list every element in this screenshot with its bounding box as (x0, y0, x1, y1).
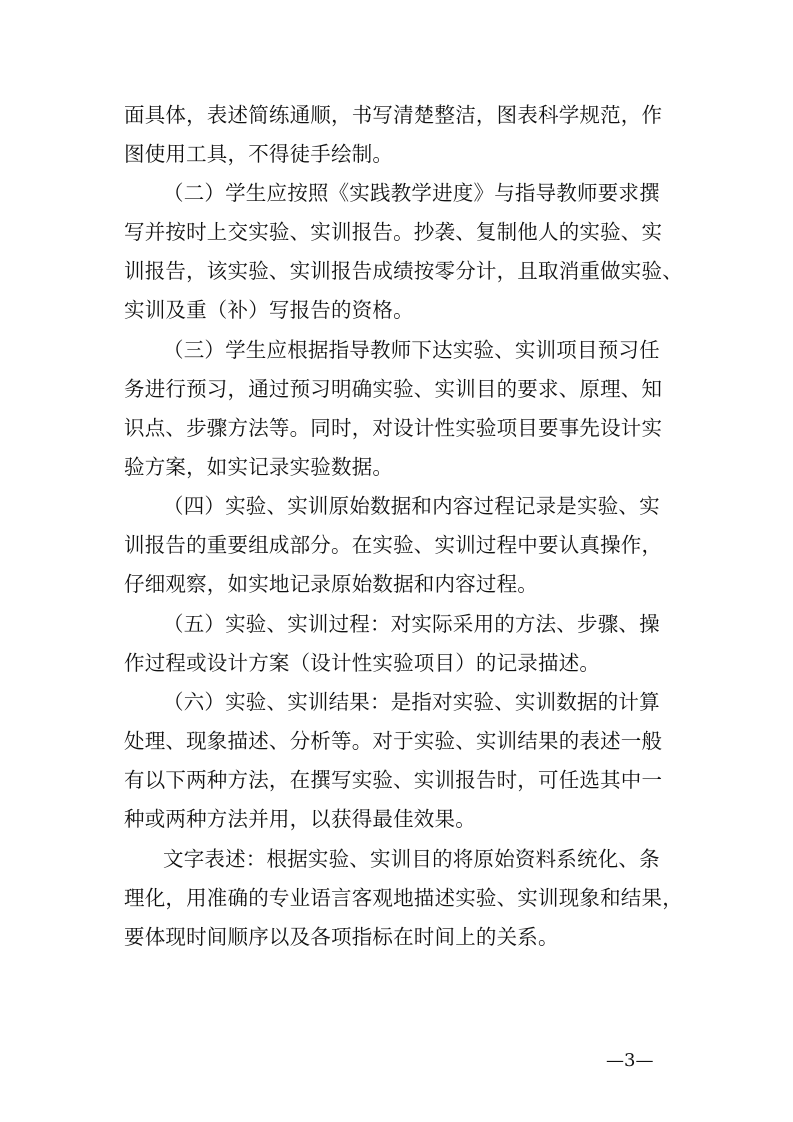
paragraph-line: 文字表述：根据实验、实训目的将原始资料系统化、条 (163, 847, 660, 871)
paragraph-line: 识点、步骤方法等。同时，对设计性实验项目要事先设计实 (124, 416, 663, 440)
paragraph-line: 写并按时上交实验、实训报告。抄袭、复制他人的实验、实 (124, 220, 663, 244)
paragraph-line: 要体现时间顺序以及各项指标在时间上的关系。 (124, 925, 559, 949)
paragraph-line: 图使用工具，不得徒手绘制。 (124, 142, 394, 166)
paragraph-line: 验方案，如实记录实验数据。 (124, 455, 394, 479)
paragraph-line: （五）实验、实训过程：对实际采用的方法、步骤、操 (163, 612, 660, 636)
paragraph-line: 务进行预习，通过预习明确实验、实训目的要求、原理、知 (124, 377, 663, 401)
page-number: —3— (606, 1050, 654, 1071)
paragraph-line: （六）实验、实训结果：是指对实验、实训数据的计算 (163, 690, 660, 714)
paragraph-line: 处理、现象描述、分析等。对于实验、实训结果的表述一般 (124, 729, 663, 753)
paragraph-line: 有以下两种方法，在撰写实验、实训报告时，可任选其中一 (124, 768, 663, 792)
paragraph-line: 训报告，该实验、实训报告成绩按零分计，且取消重做实验、 (124, 259, 683, 283)
paragraph-line: 训报告的重要组成部分。在实验、实训过程中要认真操作， (124, 533, 663, 557)
paragraph-line: （三）学生应根据指导教师下达实验、实训项目预习任 (163, 338, 660, 362)
paragraph-line: 面具体，表述简练通顺，书写清楚整洁，图表科学规范，作 (124, 103, 663, 127)
paragraph-line: 实训及重（补）写报告的资格。 (124, 298, 414, 322)
paragraph-line: （二）学生应按照《实践教学进度》与指导教师要求撰 (163, 181, 660, 205)
paragraph-line: 种或两种方法并用，以获得最佳效果。 (124, 807, 476, 831)
paragraph-line: （四）实验、实训原始数据和内容过程记录是实验、实 (163, 494, 660, 518)
paragraph-line: 仔细观察，如实地记录原始数据和内容过程。 (124, 572, 538, 596)
paragraph-line: 理化，用准确的专业语言客观地描述实验、实训现象和结果， (124, 886, 683, 910)
paragraph-line: 作过程或设计方案（设计性实验项目）的记录描述。 (124, 651, 601, 675)
